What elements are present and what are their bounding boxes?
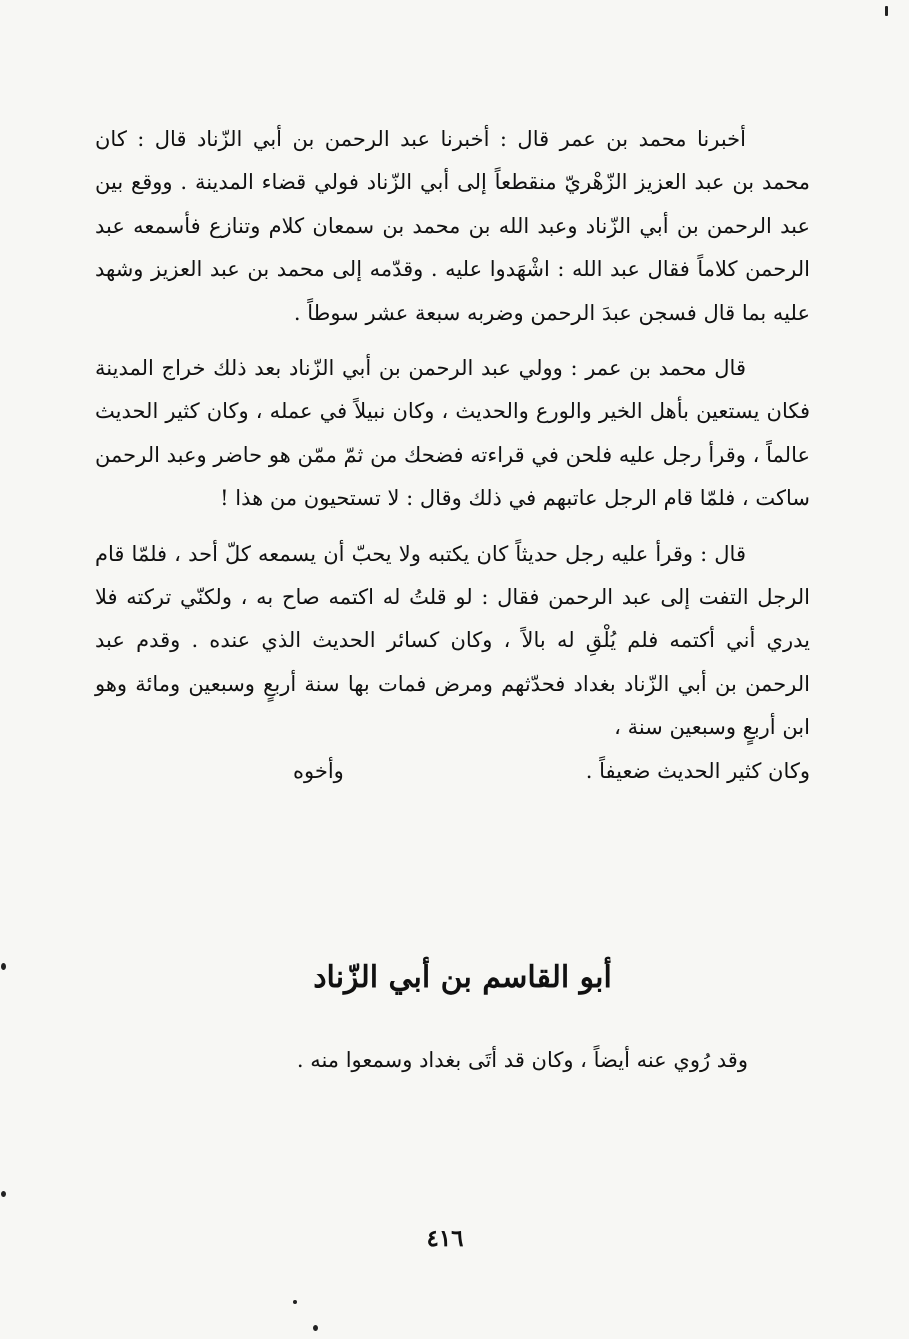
paragraph-2: قال محمد بن عمر : وولي عبد الرحمن بن أبي الزّناد بعد ذلك خراج المدينة فكان يستعين بأهل الخير والورع والحديث ، وكان نبيلاً في عمله ، وكان كثير الحديث عالماً ، وقرأ رجل عليه فلحن في قراءته فضحك من ثمّ ممّن هو حاضر وعبد الرحمن ساكت ، فلمّا قام الرجل عاتبهم في ذلك وقال : لا تستحيون من هذا ! (95, 356, 810, 511)
last-line-trailing-word: وأخوه (293, 758, 344, 783)
paragraph-3-text: قال : وقرأ عليه رجل حديثاً كان يكتبه ولا يحبّ أن يسمعه كلّ أحد ، فلمّا قام الرجل التفت إلى عبد الرحمن فقال : لو قلتُ له اكتمه صاح به ، ولكنّي تركته فلا يدري أني أكتمه فلم يُلْقِ له بالاً ، وكان كسائر الحديث الذي عنده . وقدم عبد الرحمن بن أبي الزّناد بغداد فحدّثهم ومرض فمات بها سنة أربعٍ وسبعين ومائة وهو ابن أربعٍ وسبعين سنة ، (95, 541, 810, 740)
paragraph-1: أخبرنا محمد بن عمر قال : أخبرنا عبد الرحمن بن أبي الزّناد قال : كان محمد بن عبد العزيز الزّهْريّ منقطعاً إلى أبي الزّناد فولي قضاء المدينة . ووقع بين عبد الرحمن بن أبي الزّناد وعبد الله بن محمد بن سمعان كلام وتنازع فأسمعه عبد الرحمن كلاماً فقال عبد الله : اشْهَدوا عليه . وقدّمه إلى محمد بن عبد العزيز وشهد عليه بما قال فسجن عبدَ الرحمن وضربه سبعة عشر سوطاً . (95, 127, 810, 325)
margin-mark (293, 1300, 297, 1304)
margin-mark (1, 963, 6, 970)
last-line-text: وكان كثير الحديث ضعيفاً . (585, 758, 810, 783)
main-text-block (95, 118, 810, 793)
paragraph-3 (95, 533, 810, 793)
margin-mark (1, 1191, 6, 1197)
page-number: ٤١٦ (426, 1225, 464, 1252)
margin-mark (313, 1325, 318, 1331)
section-heading: أبو القاسم بن أبي الزّناد (313, 960, 612, 995)
margin-mark (885, 6, 888, 16)
paragraph-3-last-line (95, 750, 810, 793)
section-text: وقد رُوي عنه أيضاً ، وكان قد أتَى بغداد وسمعوا منه . (296, 1048, 748, 1072)
